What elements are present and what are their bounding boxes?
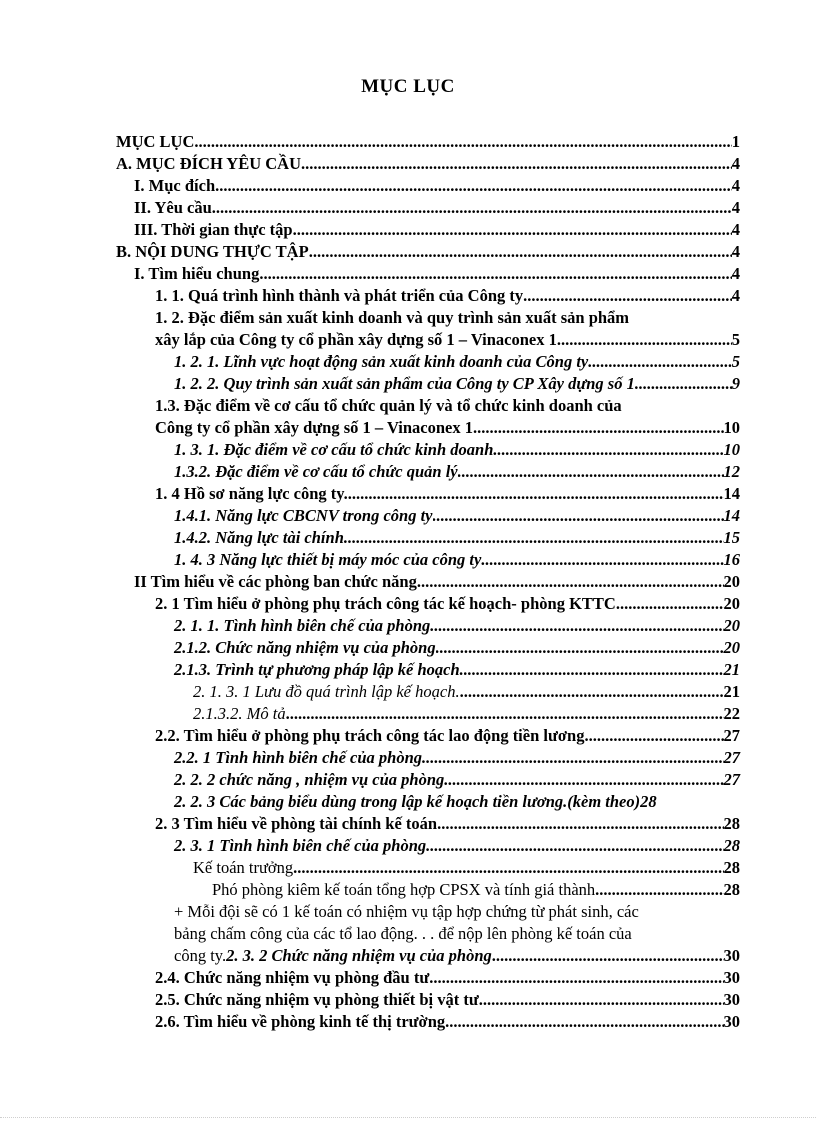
- dot-leader: [259, 263, 731, 285]
- toc-entry[interactable]: [174, 835, 740, 857]
- toc-page-number: 14: [723, 506, 740, 525]
- dot-leader: [430, 835, 723, 857]
- toc-entry-text: 1. 4. 3 Năng lực thiết bị máy móc của công ty: [174, 550, 482, 569]
- page-title: MỤC LỤC: [361, 76, 455, 97]
- dot-leader: [194, 131, 731, 153]
- toc-entry[interactable]: [174, 351, 740, 373]
- toc-entry-text: 1. 2. 2. Quy trình sản xuất sản phẩm của Công ty CP Xây dựng số 1: [174, 374, 635, 393]
- toc-entry-text: Phó phòng kiêm kế toán tổng hợp CPSX và tính giá thành: [212, 880, 596, 899]
- toc-entry[interactable]: [155, 989, 740, 1011]
- toc-entry-text: 2.2. 1 Tình hình biên chế của phòng.: [174, 748, 427, 767]
- toc-entry-text-line: 1.3. Đặc điểm về cơ cấu tổ chức quản lý và tổ chức kinh doanh của: [155, 396, 622, 415]
- toc-entry[interactable]: [134, 263, 740, 285]
- dot-leader: [301, 153, 732, 175]
- toc-entry-text: 2. 3. 1 Tình hình biên chế của phòng.: [174, 836, 431, 855]
- toc-page-number: 5: [731, 352, 740, 371]
- toc-page-number: 1: [731, 132, 740, 151]
- toc-page-number: 30: [723, 968, 740, 987]
- dot-leader: [473, 417, 724, 439]
- toc-entry[interactable]: [134, 197, 740, 219]
- toc-page-number: 28: [723, 880, 740, 899]
- toc-page-number: 27: [723, 748, 740, 767]
- toc-entry[interactable]: [193, 703, 740, 725]
- toc-entry-text-prefix: công ty.: [174, 946, 227, 965]
- dot-leader: [309, 241, 732, 263]
- dot-leader: [479, 989, 724, 1011]
- toc-page-number: 16: [723, 550, 740, 569]
- toc-entry-text-line: bảng chấm công của các tổ lao động. . . để nộp lên phòng kế toán của: [174, 924, 632, 943]
- toc-page-number: 20: [723, 616, 740, 635]
- toc-entry-text: 2. 3. 2 Chức năng nhiệm vụ của phòng: [226, 946, 492, 965]
- page-boundary-divider: [0, 1117, 816, 1118]
- toc-page-number: 30: [723, 990, 740, 1009]
- toc-entry-text: 2. 1. 3. 1 Lưu đồ quá trình lập kế hoạch.: [193, 682, 460, 701]
- toc-entry[interactable]: [174, 945, 740, 967]
- toc-entry[interactable]: [116, 153, 740, 175]
- toc-page-number: 12: [723, 462, 740, 481]
- dot-leader: [464, 659, 724, 681]
- dot-leader: [492, 945, 724, 967]
- toc-entry[interactable]: [174, 527, 740, 549]
- toc-entry-text: 2.6. Tìm hiểu về phòng kinh tế thị trường: [155, 1012, 446, 1031]
- toc-entry-text: 1.4.1. Năng lực CBCNV trong công ty: [174, 506, 433, 525]
- dot-leader: [434, 615, 723, 637]
- toc-entry-text: II Tìm hiểu về các phòng ban chức năng: [134, 572, 417, 591]
- dot-leader: [448, 769, 723, 791]
- toc-entry[interactable]: [134, 571, 740, 593]
- toc-page-number: 4: [731, 154, 740, 173]
- toc-entry[interactable]: [155, 285, 740, 307]
- toc-page-number: 5: [731, 330, 740, 349]
- toc-entry-text: B. NỘI DUNG THỰC TẬP: [116, 242, 309, 261]
- toc-page-number: 4: [731, 176, 740, 195]
- dot-leader: [417, 571, 724, 593]
- dot-leader: [293, 857, 723, 879]
- toc-entry[interactable]: [193, 857, 740, 879]
- toc-entry[interactable]: [174, 747, 740, 769]
- dot-leader: [429, 967, 723, 989]
- toc-entry-text: 2.2. Tìm hiểu ở phòng phụ trách công tác lao động tiền lương.: [155, 726, 589, 745]
- dot-leader: [344, 527, 724, 549]
- toc-page-number: 4: [731, 242, 740, 261]
- toc-entry-text: 1.4.2. Năng lực tài chính: [174, 528, 344, 547]
- toc-entry[interactable]: [174, 769, 740, 791]
- dot-leader: [437, 813, 723, 835]
- toc-page-number: 28: [640, 792, 657, 811]
- toc-entry[interactable]: [174, 791, 657, 813]
- dot-leader: [557, 329, 732, 351]
- toc-page-number: 30: [723, 1012, 740, 1031]
- toc-entry-text: II. Yêu cầu: [134, 198, 212, 217]
- toc-entry-text: 1. 1. Quá trình hình thành và phát triển của Công ty: [155, 286, 524, 305]
- dot-leader: [286, 703, 724, 725]
- toc-entry-text: 1.3.2. Đặc điểm về cơ cấu tổ chức quản lý: [174, 462, 458, 481]
- toc-entry[interactable]: [155, 417, 740, 439]
- toc-page-number: 14: [723, 484, 740, 503]
- toc-page-number: 9: [731, 374, 740, 393]
- toc-entry[interactable]: [193, 681, 740, 703]
- toc-entry-text: 1. 2. 1. Lĩnh vực hoạt động sản xuất kinh doanh của Công ty: [174, 352, 589, 371]
- toc-page-number: 28: [723, 836, 740, 855]
- toc-entry-text: A. MỤC ĐÍCH YÊU CẦU: [116, 154, 302, 173]
- toc-entry-text-line: 1. 2. Đặc điểm sản xuất kinh doanh và quy trình sản xuất sản phẩm: [155, 308, 630, 327]
- toc-page-number: 30: [723, 946, 740, 965]
- toc-page-number: 4: [731, 264, 740, 283]
- toc-entry[interactable]: [174, 505, 740, 527]
- toc-entry[interactable]: [174, 659, 740, 681]
- toc-entry-text: MỤC LỤC: [116, 132, 195, 151]
- toc-entry-text: 2. 2. 3 Các bảng biểu dùng trong lập kế hoạch tiền lương.(kèm theo): [174, 792, 641, 811]
- dot-leader: [523, 285, 732, 307]
- dot-leader: [293, 219, 732, 241]
- toc-page-number: 22: [723, 704, 740, 723]
- toc-entry-text: III. Thời gian thực tập: [134, 220, 293, 239]
- toc-entry-text: 2.4. Chức năng nhiệm vụ phòng đầu tư: [155, 968, 430, 987]
- dot-leader: [595, 879, 723, 901]
- toc-entry[interactable]: [174, 373, 740, 395]
- toc-page-number: 28: [723, 814, 740, 833]
- toc-page-number: 20: [723, 594, 740, 613]
- toc-entry[interactable]: [155, 725, 740, 747]
- toc-page-number: 10: [723, 418, 740, 437]
- toc-page-number: 4: [731, 286, 740, 305]
- toc-entry-text: I. Tìm hiểu chung: [134, 264, 260, 283]
- dot-leader: [635, 373, 732, 395]
- toc-entry[interactable]: [155, 329, 740, 351]
- toc-entry-text: Công ty cổ phần xây dựng số 1 – Vinaconex 1: [155, 418, 473, 437]
- toc-entry[interactable]: [174, 637, 740, 659]
- toc-page-number: 4: [731, 198, 740, 217]
- toc-entry[interactable]: [155, 813, 740, 835]
- dot-leader: [445, 1011, 723, 1033]
- toc-entry-text: xây lắp của Công ty cổ phần xây dựng số 1 – Vinaconex 1: [155, 330, 557, 349]
- toc-page-number: 10: [723, 440, 740, 459]
- dot-leader: [460, 681, 724, 703]
- toc-entry[interactable]: [155, 593, 740, 615]
- toc-entry-text: 2.1.3.2. Mô tả: [193, 704, 286, 723]
- toc-entry-text-line: + Mỗi đội sẽ có 1 kế toán có nhiệm vụ tập hợp chứng từ phát sinh, các: [174, 902, 639, 921]
- dot-leader: [493, 439, 723, 461]
- toc-page-number: 21: [723, 660, 740, 679]
- dot-leader: [588, 351, 732, 373]
- toc-entry[interactable]: [174, 439, 740, 461]
- toc-entry-text: 2. 1 Tìm hiểu ở phòng phụ trách công tác kế hoạch- phòng KTTC: [155, 594, 616, 613]
- toc-entry[interactable]: [134, 175, 740, 197]
- dot-leader: [589, 725, 724, 747]
- toc-entry-text: 2.5. Chức năng nhiệm vụ phòng thiết bị vật tư: [155, 990, 479, 1009]
- dot-leader: [348, 483, 724, 505]
- toc-page-number: 21: [723, 682, 740, 701]
- toc-entry[interactable]: [212, 879, 740, 901]
- toc-page-number: 4: [731, 220, 740, 239]
- toc-entry[interactable]: [155, 1011, 740, 1033]
- toc-entry-text: 1. 4 Hồ sơ năng lực công ty.: [155, 484, 348, 503]
- toc-entry[interactable]: [134, 219, 740, 241]
- toc-page-number: 28: [723, 858, 740, 877]
- toc-entry[interactable]: [155, 967, 740, 989]
- toc-page-number: 20: [723, 572, 740, 591]
- toc-entry[interactable]: [116, 131, 740, 153]
- toc-entry[interactable]: [155, 483, 740, 505]
- toc-entry-text: Kế toán trưởng: [193, 858, 294, 877]
- toc-entry-text: 2.1.2. Chức năng nhiệm vụ của phòng: [174, 638, 436, 657]
- dot-leader: [436, 637, 724, 659]
- toc-entry-text: 2. 1. 1. Tình hình biên chế của phòng.: [174, 616, 435, 635]
- toc-page-number: 15: [723, 528, 740, 547]
- dot-leader: [433, 505, 724, 527]
- dot-leader: [212, 197, 732, 219]
- toc-page-number: 27: [723, 726, 740, 745]
- toc-entry[interactable]: [174, 615, 740, 637]
- toc-entry-text: 2. 3 Tìm hiểu về phòng tài chính kế toán: [155, 814, 438, 833]
- toc-entry-text: 2. 2. 2 chức năng , nhiệm vụ của phòng.: [174, 770, 449, 789]
- toc-page-number: 27: [723, 770, 740, 789]
- dot-leader: [458, 461, 724, 483]
- toc-entry-text: I. Mục đích: [134, 176, 216, 195]
- dot-leader: [215, 175, 732, 197]
- dot-leader: [616, 593, 724, 615]
- toc-page-number: 20: [723, 638, 740, 657]
- dot-leader: [481, 549, 723, 571]
- toc-entry-text: 2.1.3. Trình tự phương pháp lập kế hoạch.: [174, 660, 464, 679]
- toc-entry-text: 1. 3. 1. Đặc điểm về cơ cấu tổ chức kinh doanh: [174, 440, 494, 459]
- dot-leader: [426, 747, 723, 769]
- toc-entry[interactable]: [174, 461, 740, 483]
- toc-entry[interactable]: [116, 241, 740, 263]
- toc-entry[interactable]: [174, 549, 740, 571]
